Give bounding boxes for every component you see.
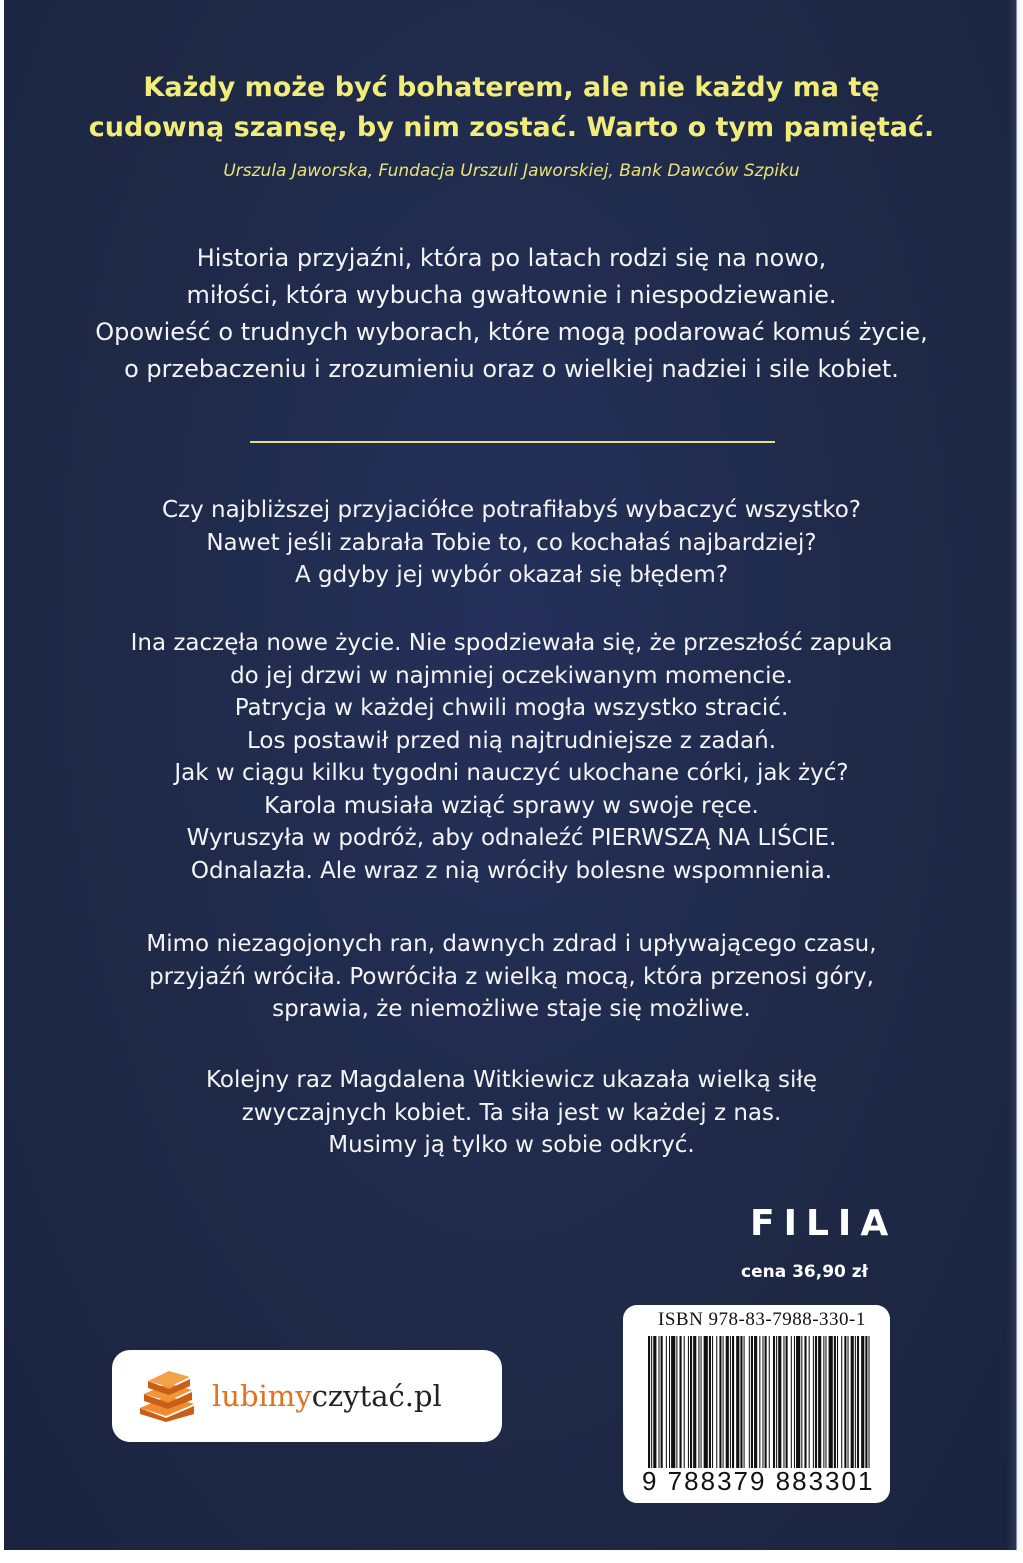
isbn-label: ISBN 978-83-7988-330-1 (658, 1309, 866, 1330)
text-line: Patrycja w każdej chwili mogła wszystko stracić. (234, 695, 789, 721)
quote-line: Każdy może być bohaterem, ale nie każdy ma tę (143, 72, 880, 103)
text-line: Ina zaczęła nowe życie. Nie spodziewała się, że przeszłość zapuka (130, 630, 893, 656)
barcode-image (648, 1336, 870, 1468)
text-line: Los postawił przed nią najtrudniejsze z zadań. (246, 727, 777, 754)
text-line: Wyruszyła w podróż, aby odnaleźć PIERWSZĄ NA LIŚCIE. (186, 825, 837, 851)
text-line: przyjaźń wróciła. Powróciła z wielką mocą, która przenosi góry, (149, 963, 874, 990)
text-line: sprawia, że niemożliwe staje się możliwe. (272, 996, 751, 1022)
book-blurb (0, 240, 1023, 388)
description-paragraph-4 (0, 1064, 1023, 1162)
text-line: Musimy ją tylko w sobie odkryć. (328, 1132, 695, 1158)
quote-line: cudowną szansę, by nim zostać. Warto o tym pamiętać. (88, 112, 935, 143)
text-line: A gdyby jej wybór okazał się błędem? (294, 562, 729, 588)
publisher-logo: FILIA (750, 1203, 898, 1244)
barcode-digits: 9 788379 883301 (642, 1466, 875, 1496)
badge-text (212, 1379, 442, 1413)
blurb-line: o przebaczeniu i zrozumieniu oraz o wielkiej nadziei i sile kobiet. (124, 355, 899, 383)
text-line: do jej drzwi w najmniej oczekiwanym momencie. (230, 662, 793, 689)
quote-attribution: Urszula Jaworska, Fundacja Urszuli Jaworskiej, Bank Dawców Szpiku (223, 161, 800, 181)
description-paragraph-3 (0, 928, 1023, 1026)
text-line: Karola musiała wziąć sprawy w swoje ręce. (264, 792, 759, 819)
endorsement-quote (0, 68, 1023, 148)
badge-text-part: czytać.pl (311, 1379, 442, 1413)
text-line: Mimo niezagojonych ran, dawnych zdrad i upływającego czasu, (146, 931, 877, 957)
text-line: Czy najbliższej przyjaciółce potrafiłabyś wybaczyć wszystko? (162, 497, 861, 523)
blurb-line: miłości, która wybucha gwałtownie i niespodziewanie. (186, 281, 837, 309)
text-line: zwyczajnych kobiet. Ta siła jest w każdej z nas. (241, 1099, 782, 1126)
blurb-line: Historia przyjaźni, która po latach rodzi się na nowo, (196, 244, 827, 272)
scan-margin (0, 1550, 1023, 1563)
divider-line (250, 441, 775, 443)
description-paragraph-1 (0, 494, 1023, 592)
badge-text-part: lubimy (212, 1379, 312, 1413)
text-line: Odnalazła. Ale wraz z nią wróciły bolesne wspomnienia. (190, 857, 833, 884)
blurb-line: Opowieść o trudnych wyborach, które mogą podarować komuś życie, (95, 318, 928, 346)
price-label: cena 36,90 zł (741, 1262, 868, 1282)
text-line: Jak w ciągu kilku tygodni nauczyć ukochane córki, jak żyć? (174, 760, 849, 786)
text-line: Nawet jeśli zabrała Tobie to, co kochałaś najbardziej? (206, 529, 817, 556)
lubimyczytac-badge (112, 1350, 502, 1442)
books-icon (136, 1370, 198, 1422)
text-line: Kolejny raz Magdalena Witkiewicz ukazała wielką siłę (205, 1067, 818, 1093)
description-paragraph-2 (0, 627, 1023, 887)
